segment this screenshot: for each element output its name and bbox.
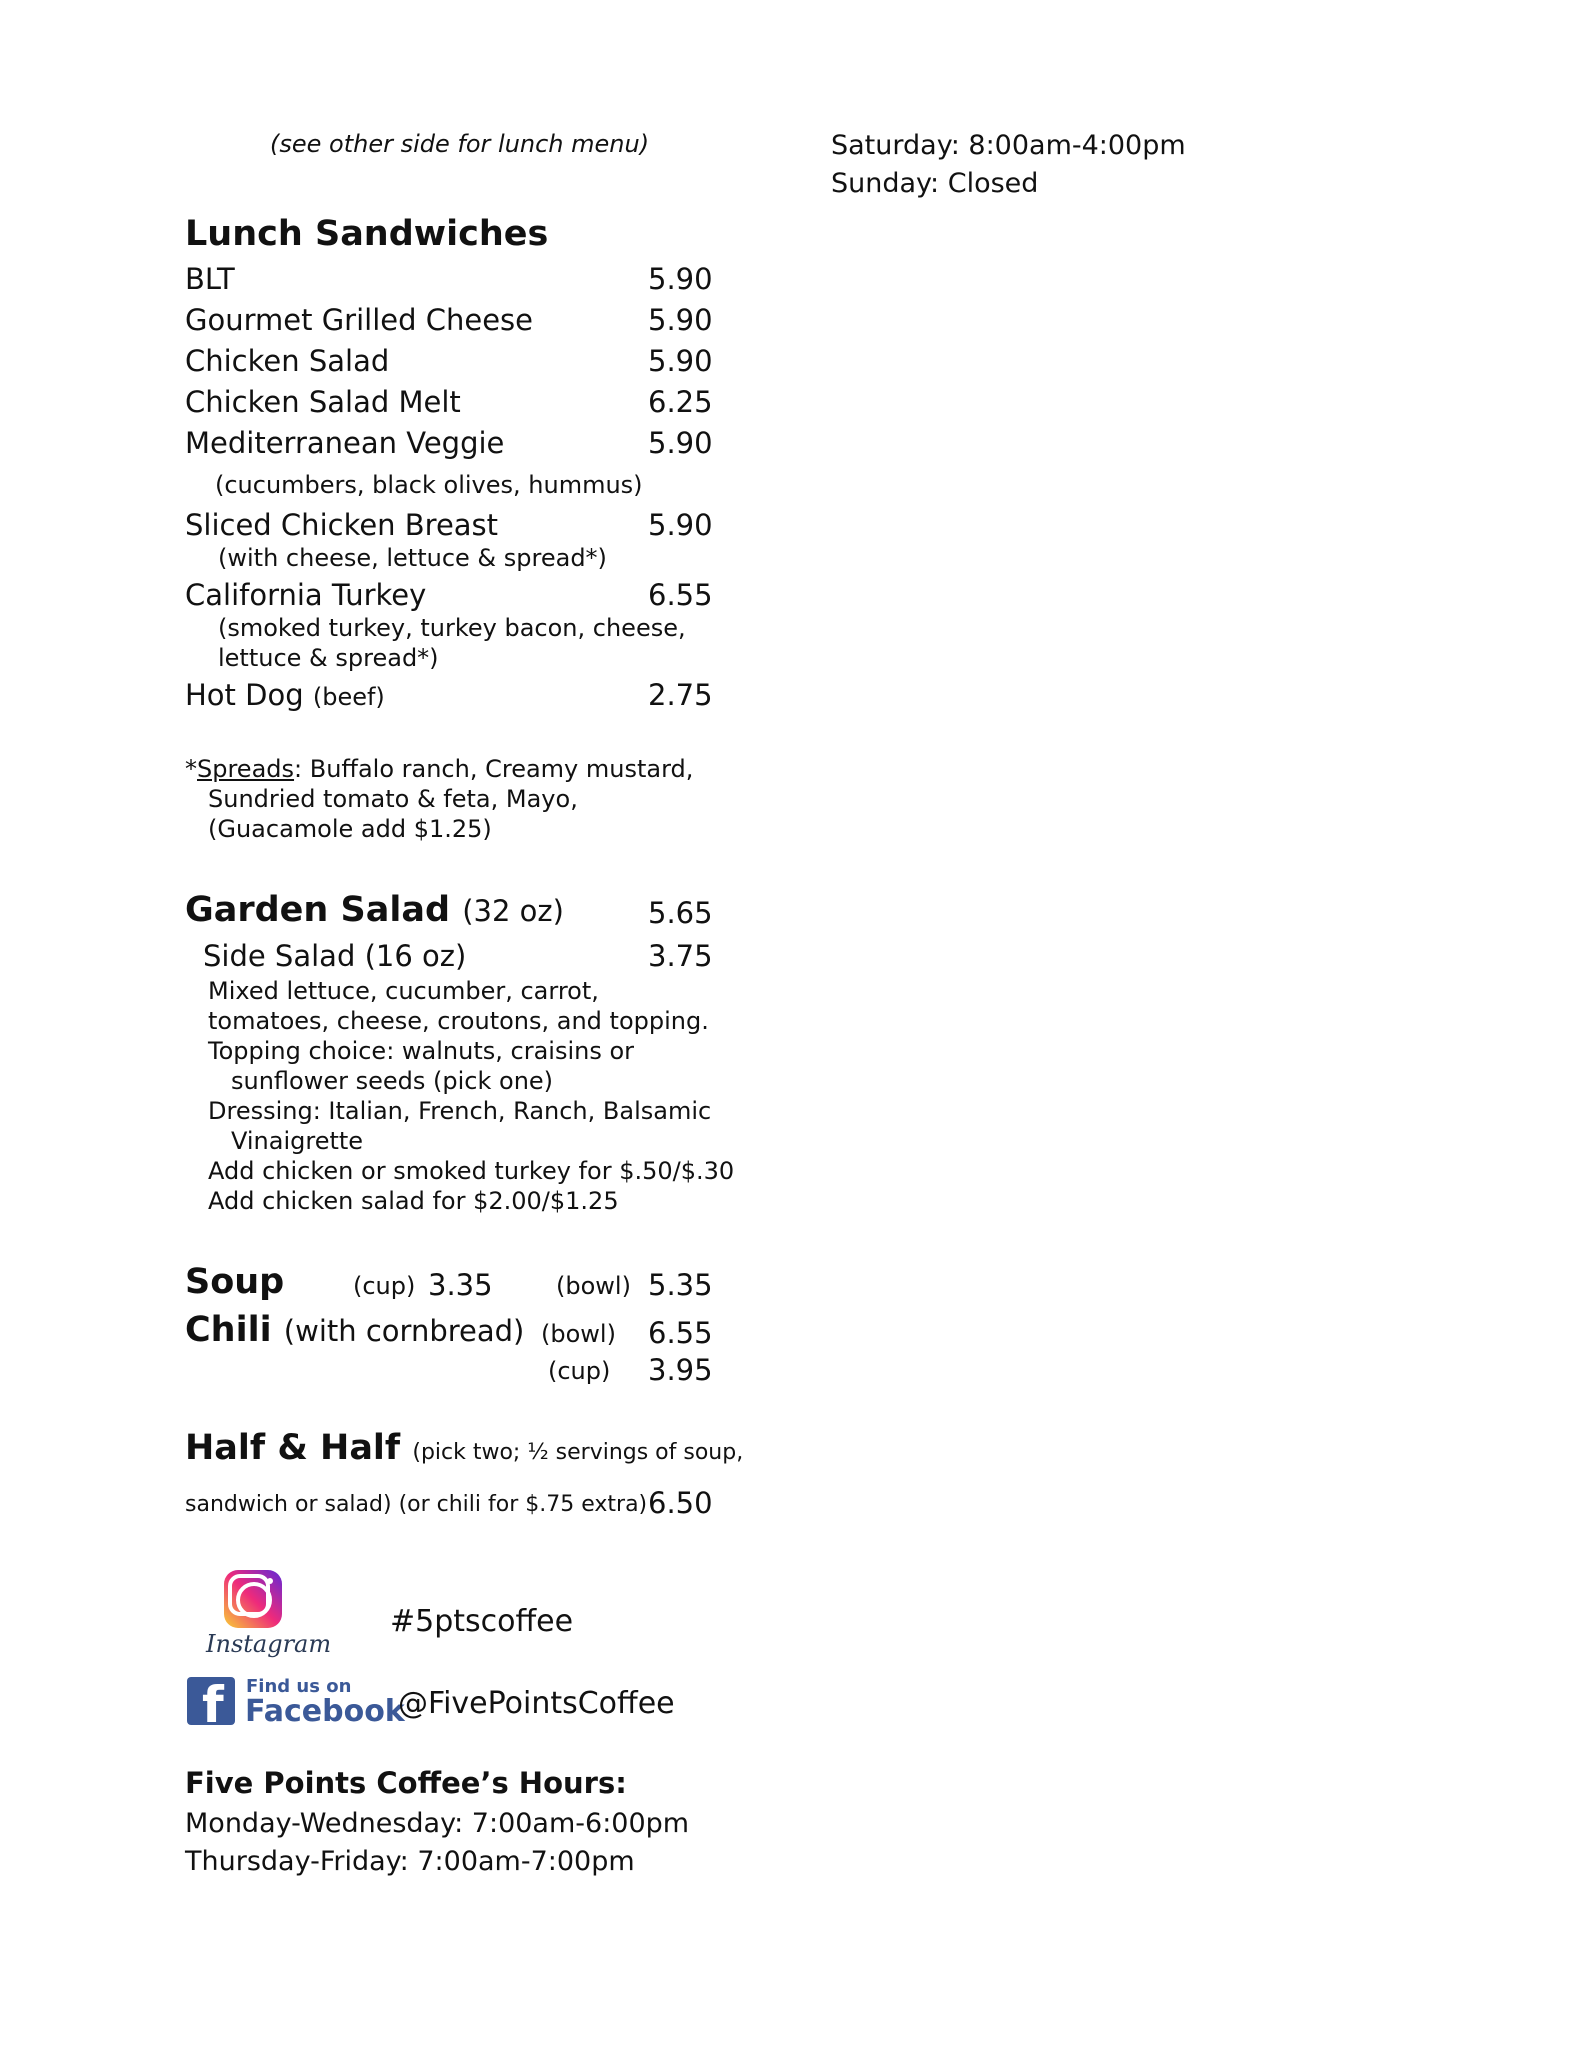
instagram-hashtag: #5ptscoffee <box>390 1604 574 1639</box>
salad-description: tomatoes, cheese, croutons, and topping. <box>208 1007 709 1035</box>
spreads-label: Spreads <box>197 755 295 783</box>
salad-addon: Add chicken salad for $2.00/$1.25 <box>208 1187 619 1215</box>
menu-item-price: 5.90 <box>648 426 713 460</box>
half-note-1: (pick two; ½ servings of soup, <box>412 1440 744 1465</box>
menu-item-price: 6.25 <box>648 385 713 419</box>
menu-item-name: Chicken Salad <box>185 344 390 378</box>
chili-cup-price: 3.95 <box>648 1353 713 1387</box>
chili-cup-label: (cup) <box>548 1357 611 1385</box>
sandwiches-heading: Lunch Sandwiches <box>185 214 549 254</box>
lunch-menu-note: (see other side for lunch menu) <box>270 130 650 158</box>
chili-note: (with cornbread) <box>283 1314 525 1348</box>
salad-topping: Topping choice: walnuts, craisins or <box>208 1037 635 1065</box>
menu-item-name: Mediterranean Veggie <box>185 426 505 460</box>
menu-item-price: 5.90 <box>648 303 713 337</box>
hot-dog-name: Hot Dog <box>185 678 304 712</box>
spreads-line-2: Sundried tomato & feta, Mayo, <box>208 785 578 813</box>
salad-topping: sunflower seeds (pick one) <box>231 1067 554 1095</box>
garden-salad-size: (32 oz) <box>462 894 564 928</box>
side-salad-label: Side Salad (16 oz) <box>203 939 467 973</box>
chili-bowl-price: 6.55 <box>648 1316 713 1350</box>
menu-item-description: (cucumbers, black olives, hummus) <box>215 471 643 499</box>
menu-item-description: (smoked turkey, turkey bacon, cheese, <box>218 614 686 642</box>
facebook-find-us: Find us on <box>246 1676 352 1697</box>
salad-description: Mixed lettuce, cucumber, carrot, <box>208 977 599 1005</box>
half-and-half-heading <box>185 1428 743 1468</box>
menu-item-name: California Turkey <box>185 578 427 612</box>
menu-item-name: Chicken Salad Melt <box>185 385 461 419</box>
menu-item-price: 5.90 <box>648 344 713 378</box>
instagram-wordmark: Instagram <box>206 1630 332 1658</box>
side-salad-price: 3.75 <box>648 939 713 973</box>
menu-item-price: 2.75 <box>648 678 713 712</box>
soup-cup-price: 3.35 <box>428 1268 493 1302</box>
soup-bowl-price: 5.35 <box>648 1268 713 1302</box>
menu-item-name: Sliced Chicken Breast <box>185 508 499 542</box>
facebook-handle: @FivePointsCoffee <box>398 1686 675 1721</box>
soup-cup-label: (cup) <box>353 1272 416 1300</box>
half-note-2: sandwich or salad) (or chili for $.75 extra) <box>185 1492 648 1517</box>
half-title: Half & Half <box>185 1428 401 1468</box>
half-and-half-price: 6.50 <box>648 1486 713 1520</box>
salad-addon: Add chicken or smoked turkey for $.50/$.30 <box>208 1157 735 1185</box>
menu-item-name: BLT <box>185 262 235 296</box>
hours-heading: Five Points Coffee’s Hours: <box>185 1766 627 1800</box>
menu-item-price: 6.55 <box>648 578 713 612</box>
spreads-note <box>185 755 693 783</box>
spreads-line-1: : Buffalo ranch, Creamy mustard, <box>294 755 694 783</box>
facebook-wordmark: Facebook <box>245 1694 405 1729</box>
soup-bowl-label: (bowl) <box>556 1272 631 1300</box>
chili-heading <box>185 1310 524 1350</box>
sunday-hours: Sunday: Closed <box>831 168 1039 199</box>
chili-bowl-label: (bowl) <box>541 1320 616 1348</box>
facebook-icon: f <box>187 1677 235 1725</box>
chili-title: Chili <box>185 1310 272 1350</box>
soup-heading: Soup <box>185 1262 285 1302</box>
salad-dressing: Vinaigrette <box>231 1127 364 1155</box>
menu-item-description: (with cheese, lettuce & spread*) <box>218 544 607 572</box>
saturday-hours: Saturday: 8:00am-4:00pm <box>831 130 1186 161</box>
menu-item-price: 5.90 <box>648 262 713 296</box>
menu-item-price: 5.90 <box>648 508 713 542</box>
garden-salad-heading <box>185 890 564 930</box>
hot-dog-note: (beef) <box>312 683 385 711</box>
hours-mon-wed: Monday-Wednesday: 7:00am-6:00pm <box>185 1808 690 1839</box>
menu-item-name: Gourmet Grilled Cheese <box>185 303 533 337</box>
instagram-icon <box>224 1570 282 1628</box>
salad-dressing: Dressing: Italian, French, Ranch, Balsamic <box>208 1097 712 1125</box>
spreads-line-3: (Guacamole add $1.25) <box>208 815 492 843</box>
spreads-prefix: * <box>185 755 197 783</box>
menu-item-name <box>185 678 385 712</box>
menu-item-description: lettuce & spread*) <box>218 644 439 672</box>
garden-salad-price: 5.65 <box>648 896 713 930</box>
hours-thu-fri: Thursday-Friday: 7:00am-7:00pm <box>185 1846 635 1877</box>
garden-salad-title: Garden Salad <box>185 890 450 930</box>
